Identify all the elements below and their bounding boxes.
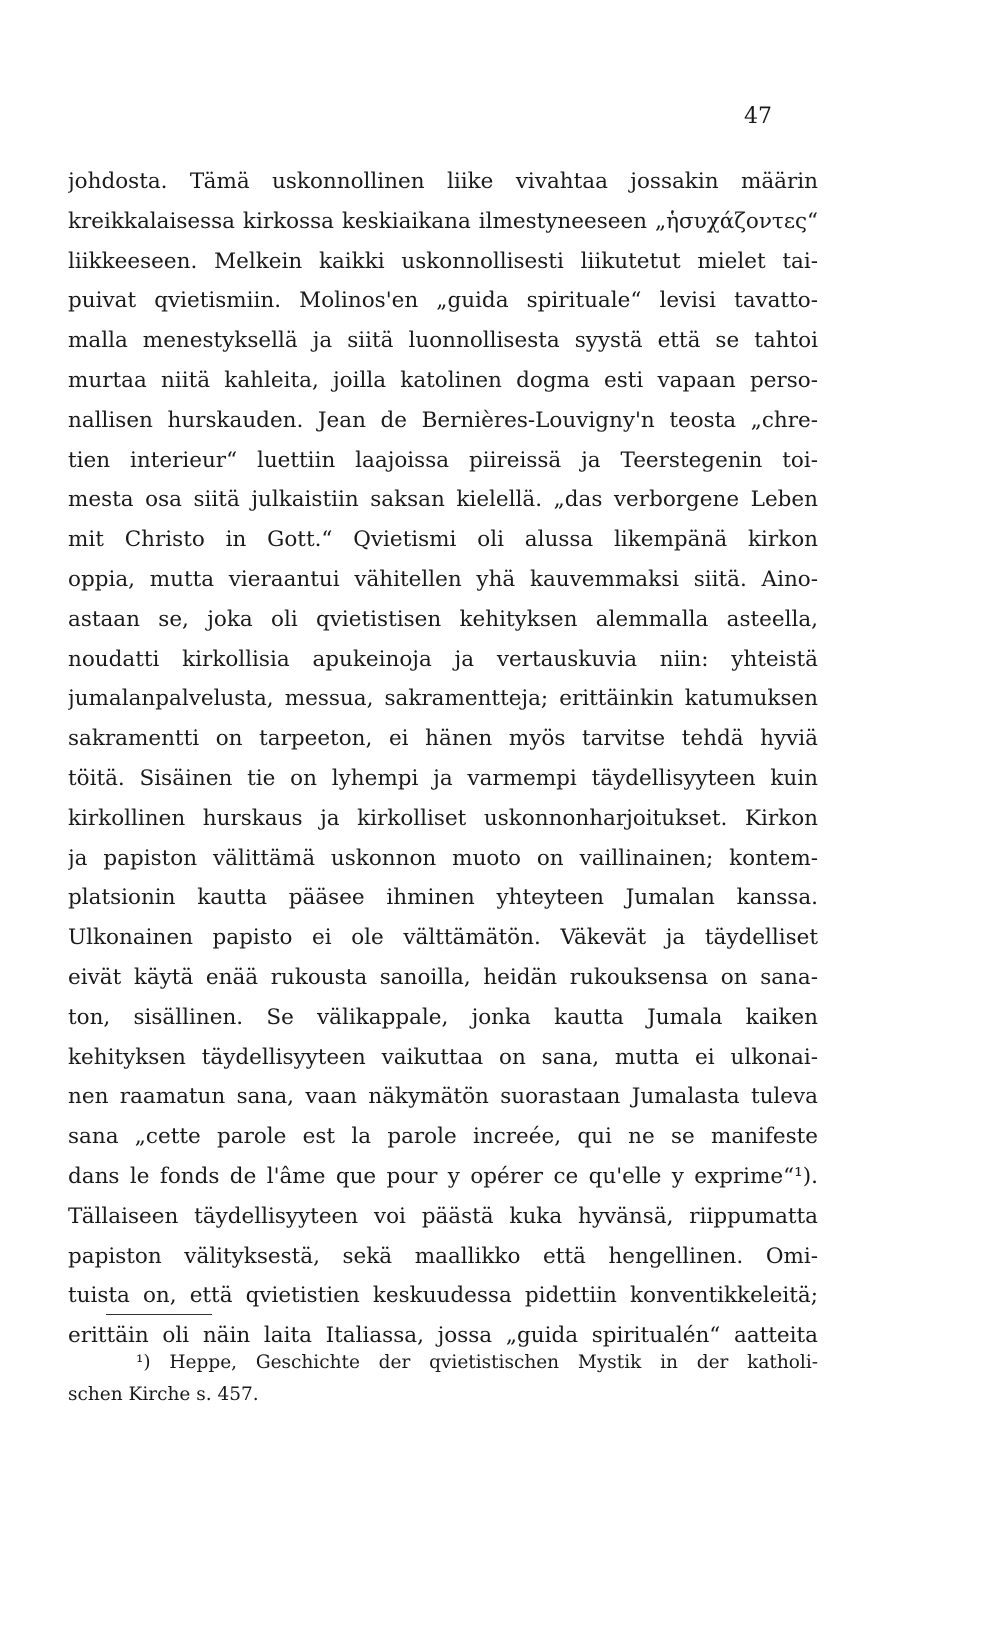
text-line: puivat qvietismiin. Molinos'en „guida spirituale“ levisi tavatto- bbox=[68, 288, 818, 314]
footnote bbox=[68, 1347, 818, 1411]
text-line: nallisen hurskauden. Jean de Bernières-Louvigny'n teosta „chre- bbox=[68, 407, 818, 433]
text-line: sana „cette parole est la parole increée, qui ne se manifeste bbox=[68, 1124, 818, 1150]
body-text bbox=[68, 162, 818, 1356]
text-line: murtaa niitä kahleita, joilla katolinen dogma esti vapaan perso- bbox=[68, 367, 818, 393]
text-line: papiston välityksestä, sekä maallikko että hengellinen. Omi- bbox=[68, 1243, 818, 1269]
text-line: kreikkalaisessa kirkossa keskiaikana ilmestyneeseen „ἡσυχάζοντες“ bbox=[68, 208, 818, 234]
text-line: mesta osa siitä julkaistiin saksan kielellä. „das verborgene Leben bbox=[68, 487, 818, 513]
page-number: 47 bbox=[744, 104, 772, 129]
text-line: ton, sisällinen. Se välikappale, jonka kautta Jumala kaiken bbox=[68, 1004, 818, 1030]
text-line: johdosta. Tämä uskonnollinen liike vivahtaa jossakin määrin bbox=[68, 169, 818, 194]
text-line: nen raamatun sana, vaan näkymätön suorastaan Jumalasta tuleva bbox=[68, 1084, 818, 1110]
text-line: oppia, mutta vieraantui vähitellen yhä kauvemmaksi siitä. Aino- bbox=[68, 566, 818, 592]
text-line: liikkeeseen. Melkein kaikki uskonnollisesti liikutetut mielet tai- bbox=[68, 248, 818, 274]
footnote-line: ¹) Heppe, Geschichte der qvietistischen Mystik in der katholi- bbox=[136, 1352, 818, 1373]
text-line: erittäin oli näin laita Italiassa, jossa „guida spiritualén“ aatteita bbox=[68, 1323, 818, 1349]
text-line: sakramentti on tarpeeton, ei hänen myös tarvitse tehdä hyviä bbox=[68, 726, 818, 752]
text-line: kehityksen täydellisyyteen vaikuttaa on sana, mutta ei ulkonai- bbox=[68, 1044, 818, 1070]
text-line: malla menestyksellä ja siitä luonnollisesta syystä että se tahtoi bbox=[68, 328, 818, 354]
text-line: mit Christo in Gott.“ Qvietismi oli alussa likempänä kirkon bbox=[68, 527, 818, 553]
footnote-line: schen Kirche s. 457. bbox=[68, 1384, 259, 1405]
text-line: dans le fonds de l'âme que pour y opérer ce qu'elle y exprime“¹). bbox=[68, 1163, 818, 1189]
text-line: eivät käytä enää rukousta sanoilla, heidän rukouksensa on sana- bbox=[68, 964, 818, 990]
text-line: jumalanpalvelusta, messua, sakramentteja; erittäinkin katumuksen bbox=[68, 686, 818, 712]
text-line: töitä. Sisäinen tie on lyhempi ja varmempi täydellisyyteen kuin bbox=[68, 765, 818, 791]
text-line: Tällaiseen täydellisyyteen voi päästä kuka hyvänsä, riippumatta bbox=[68, 1203, 818, 1229]
text-line: tien interieur“ luettiin laajoissa piireissä ja Teerstegenin toi- bbox=[68, 447, 818, 473]
text-line: platsionin kautta pääsee ihminen yhteyteen Jumalan kanssa. bbox=[68, 885, 818, 911]
footnote-divider bbox=[106, 1314, 212, 1315]
text-line: tuista on, että qvietistien keskuudessa pidettiin konventikkeleitä; bbox=[68, 1283, 818, 1309]
text-line: astaan se, joka oli qvietistisen kehityksen alemmalla asteella, bbox=[68, 606, 818, 632]
text-line: Ulkonainen papisto ei ole välttämätön. Väkevät ja täydelliset bbox=[68, 925, 818, 951]
text-line: noudatti kirkollisia apukeinoja ja vertauskuvia niin: yhteistä bbox=[68, 646, 818, 672]
text-line: ja papiston välittämä uskonnon muoto on vaillinainen; kontem- bbox=[68, 845, 818, 871]
text-line: kirkollinen hurskaus ja kirkolliset uskonnonharjoitukset. Kirkon bbox=[68, 805, 818, 831]
